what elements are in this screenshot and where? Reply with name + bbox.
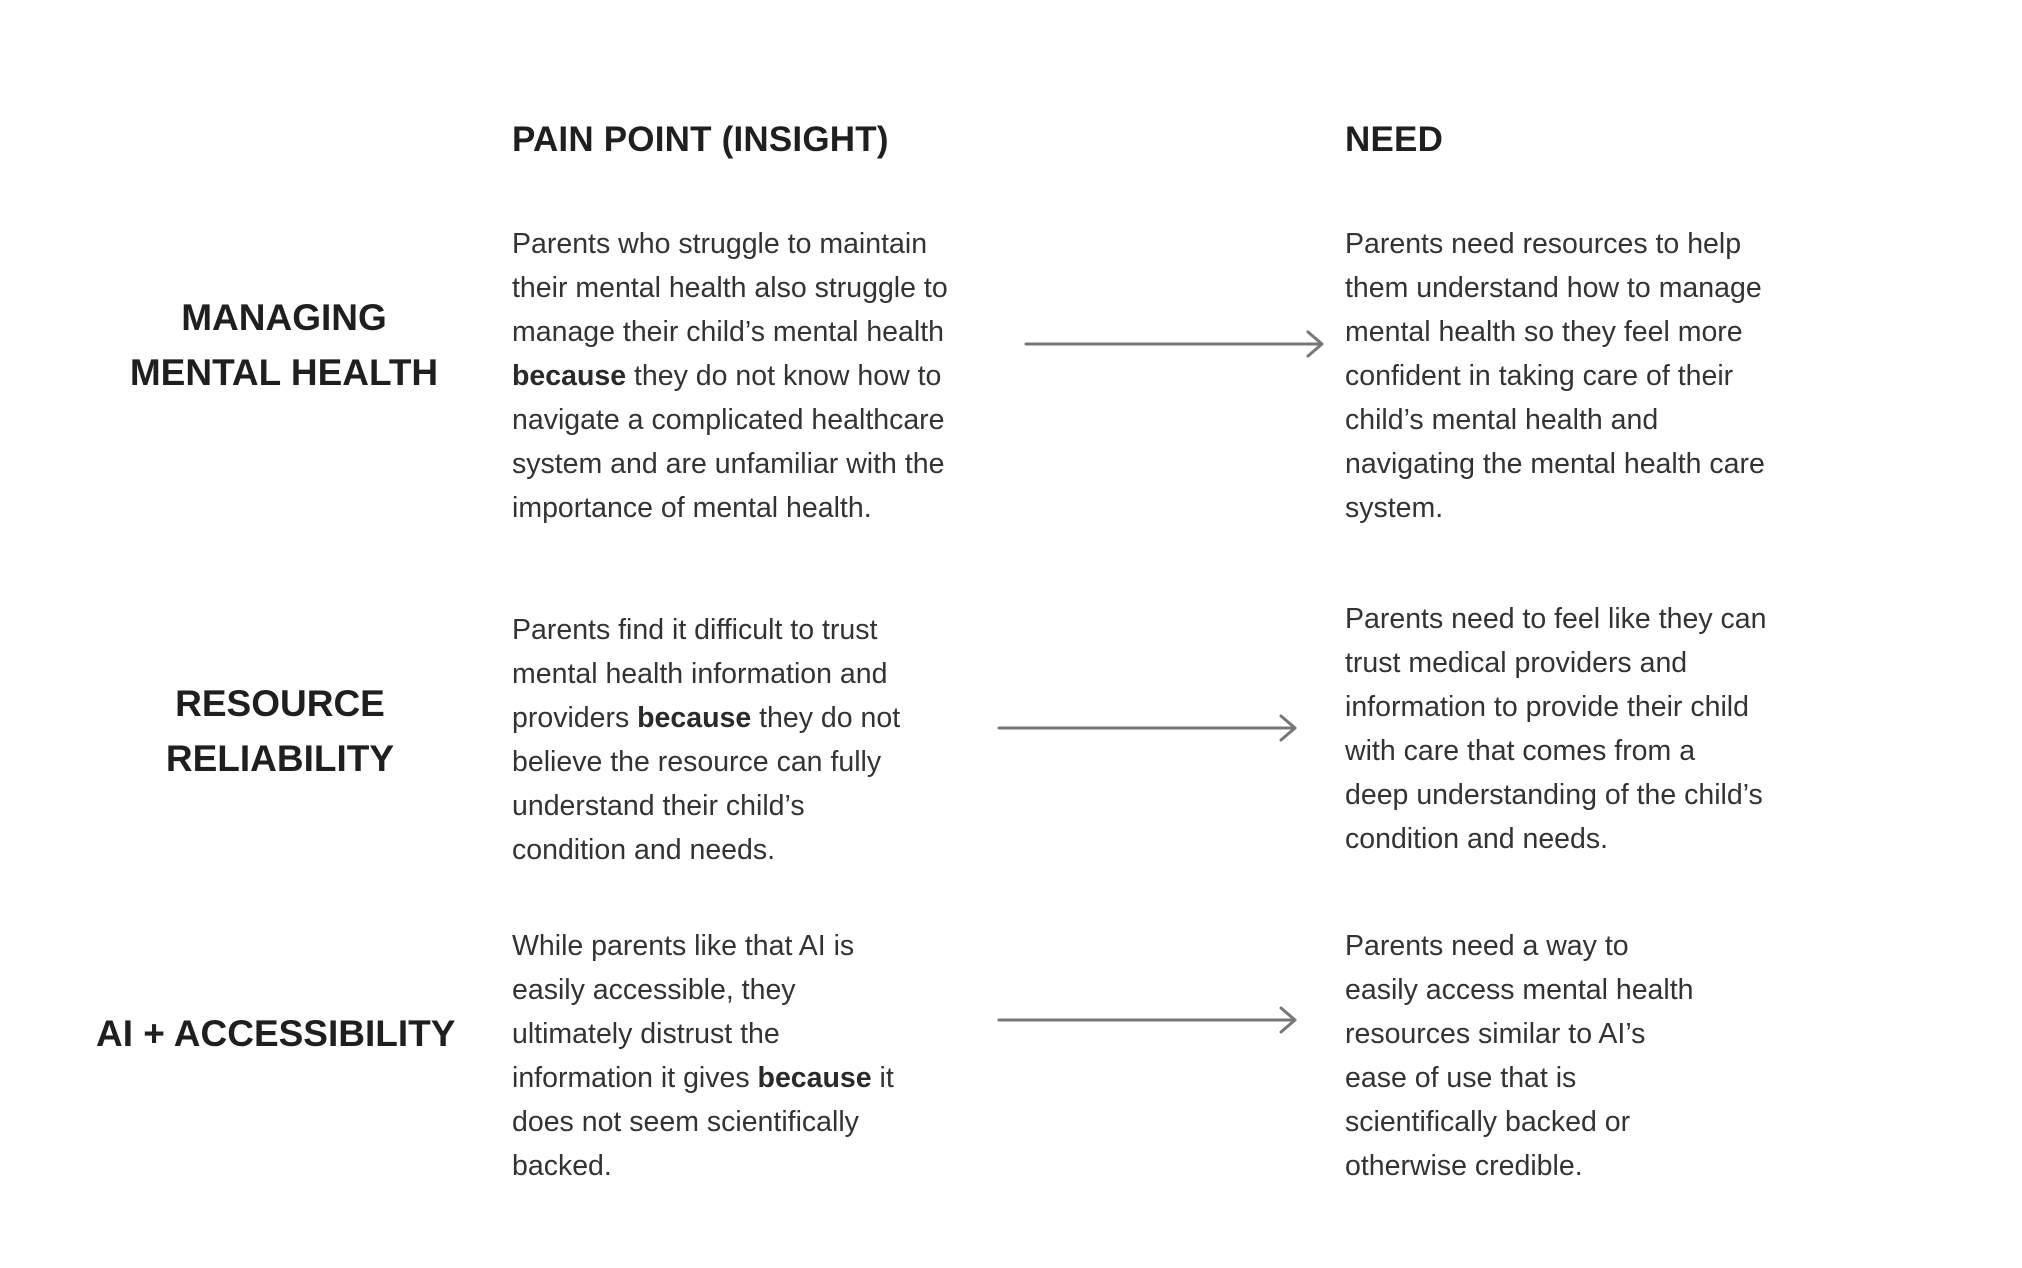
text-line: Parents need a way to <box>1345 930 1629 962</box>
text-line: condition and needs. <box>512 834 776 866</box>
pain-point-text-ai-accessibility <box>512 924 894 1188</box>
pain-point-text-resource-reliability <box>512 608 900 872</box>
category-line: RESOURCE <box>175 683 385 724</box>
text-line: their mental health also struggle to <box>512 272 948 304</box>
text-line: resources similar to AI’s <box>1345 1018 1646 1050</box>
text-line: understand their child’s <box>512 790 805 822</box>
right-arrow-icon <box>997 1006 1301 1034</box>
emphasis-because: because <box>512 360 627 392</box>
category-line: MENTAL HEALTH <box>129 352 439 393</box>
text-line: information it gives because it <box>512 1062 894 1094</box>
text-line: easily access mental health <box>1345 974 1694 1006</box>
text-line: them understand how to manage <box>1345 272 1762 304</box>
text-line: navigating the mental health care <box>1345 448 1765 480</box>
need-text-ai-accessibility <box>1345 924 1694 1188</box>
category-line: MANAGING <box>181 297 387 338</box>
text-line: Parents who struggle to maintain <box>512 228 928 260</box>
text-line: confident in taking care of their <box>1345 360 1734 392</box>
need-text-mental-health <box>1345 222 1765 530</box>
right-arrow-icon <box>1024 330 1328 358</box>
text-line: ultimately distrust the <box>512 1018 780 1050</box>
text-line: does not seem scientifically <box>512 1106 859 1138</box>
text-line: Parents need resources to help <box>1345 228 1742 260</box>
text-line: mental health information and <box>512 658 888 690</box>
text-line: believe the resource can fully <box>512 746 882 778</box>
text-line: Parents need to feel like they can <box>1345 603 1767 635</box>
need-header: NEED <box>1345 120 1444 159</box>
text-line: providers because they do not <box>512 702 901 734</box>
text-line: condition and needs. <box>1345 823 1609 855</box>
text-line: While parents like that AI is <box>512 930 855 962</box>
text-line: information to provide their child <box>1345 691 1749 723</box>
category-managing-mental-health <box>118 290 450 400</box>
text-line: mental health so they feel more <box>1345 316 1743 348</box>
need-text-resource-reliability <box>1345 597 1766 861</box>
text-line: child’s mental health and <box>1345 404 1659 436</box>
text-line: ease of use that is <box>1345 1062 1577 1094</box>
category-line: AI + ACCESSIBILITY <box>96 1013 456 1054</box>
text-line: with care that comes from a <box>1345 735 1696 767</box>
category-line: RELIABILITY <box>165 738 395 779</box>
pain-point-header: PAIN POINT (INSIGHT) <box>512 120 889 159</box>
category-ai-accessibility <box>96 1006 456 1061</box>
text-line: system. <box>1345 492 1444 524</box>
text-line: trust medical providers and <box>1345 647 1688 679</box>
right-arrow-icon <box>997 714 1301 742</box>
text-line: importance of mental health. <box>512 492 872 524</box>
pain-point-text-mental-health <box>512 222 948 530</box>
emphasis-because: because <box>637 702 752 734</box>
text-line: because they do not know how to <box>512 360 942 392</box>
text-line: otherwise credible. <box>1345 1150 1583 1182</box>
text-line: scientifically backed or <box>1345 1106 1631 1138</box>
text-line: backed. <box>512 1150 612 1182</box>
text-line: navigate a complicated healthcare <box>512 404 945 436</box>
text-line: Parents find it difficult to trust <box>512 614 878 646</box>
text-line: deep understanding of the child’s <box>1345 779 1763 811</box>
category-resource-reliability <box>114 676 446 786</box>
text-line: system and are unfamiliar with the <box>512 448 945 480</box>
emphasis-because: because <box>757 1062 872 1094</box>
text-line: easily accessible, they <box>512 974 796 1006</box>
text-line: manage their child’s mental health <box>512 316 944 348</box>
